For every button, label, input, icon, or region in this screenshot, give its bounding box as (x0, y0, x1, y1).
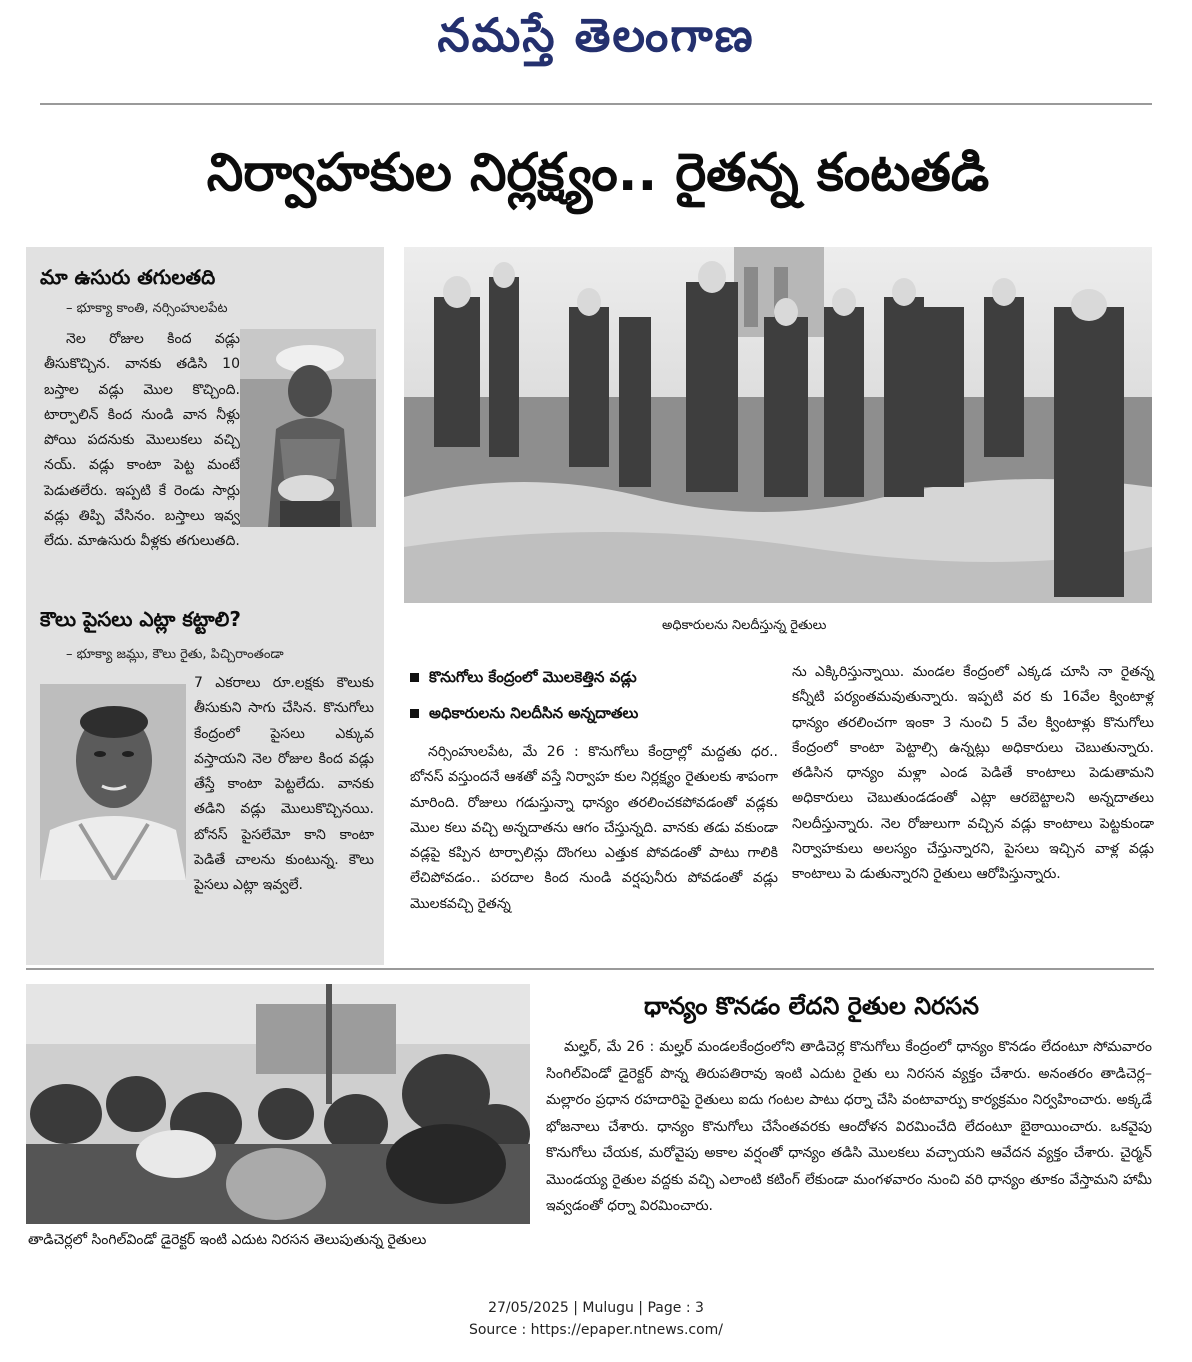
page-headline: నిర్వాహకుల నిర్లక్ష్యం.. రైతన్న కంటతడి (206, 143, 990, 203)
bullet-text: కొనుగోలు కేంద్రంలో మొలకెత్తిన వడ్లు (429, 668, 637, 686)
sidebar-story1-text-upper: నెల రోజుల కింద వడ్లు తీసుకొచ్చిన. వానకు తడిసి 10 బస్తాల వడ్లు మొల కొచ్చింది. టార్పాలిన్ కింద నుండి వాన నీళ్లు పోయి పదనుకు మొలుకలు వచ్చి నయ్. వడ్లు కాంటా పెట్ట మంటే పెడుతలేరు. ఇప్పటి కే రెండు సార్లు వడ్లు తిప్పి వేసినం. బస్తాలు ఇవ్వ లేదు. మాఉసురు వీళ్లకు తగులుతది. (44, 331, 240, 550)
main-story-bullet-1 (410, 668, 637, 690)
sidebar-story2-byline: – భూక్యా జమ్లు, కౌలు రైతు, పిచ్చిరాంతండా (66, 647, 284, 662)
protest-photo-caption: తాడిచెర్లలో సింగిల్‌విండో డైరెక్టర్ ఇంటి ఎదుట నిరసన తెలుపుతున్న రైతులు (28, 1232, 427, 1248)
main-story-column-2: ను ఎక్కిరిస్తున్నాయి. మండల కేంద్రంలో ఎక్కడ చూసి నా రైతన్న కన్నీటి పర్యంతమవుతున్నారు. ఇప్పటి వర కు 16వేల క్వింటాళ్ల ధాన్యం తరలించగా ఇంకా 3 నుంచి 5 వేల క్వింటాళ్లు కొనుగోలు కేంద్రంలో కాంటా పెట్టాల్సి ఉన్నట్లు అధికారులు చెబుతున్నారు. తడిసిన ధాన్యం మళ్లా ఎండ పెడితే కాంటాలు పెడుతామని అధికారులు చెబుతుండడంతో ఎట్లా ఆరబెట్టాలని అన్నదాతలు నిలదీస్తున్నారు. నెల రోజులుగా వచ్చిన వడ్లు కాంటాలు పెట్టకుండా నిర్వాహకులు అలస్యం చేస్తున్నారని, పైసలు ఇచ్చిన వాళ్ల వడ్లు కాంటాలు పె డుతున్నారని రైతులు ఆరోపిస్తున్నారు. (792, 664, 1154, 883)
sidebar-story1-byline: – భూక్యా కాంతి, నర్సింహులపేట (66, 301, 228, 316)
main-story-bullet-2 (410, 704, 638, 726)
sidebar-box (26, 247, 384, 965)
main-story-column-1: నర్సింహులపేట, మే 26 : కొనుగోలు కేంద్రాల్లో మద్దతు ధర.. బోనస్ వస్తుందనే ఆశతో వస్తే నిర్వాహ కుల నిర్లక్ష్యం రైతులకు శాపంగా మారింది. రోజులు గడుస్తున్నా ధాన్యం తరలించకపోవడంతో వడ్లకు మొల కలు వచ్చి అన్నదాతను ఆగం చేస్తున్నది. వానకు తడు వకుండా వడ్లపై కప్పిన టార్పాలిన్లు దొంగలు ఎత్తుక పోవడంతో పాటు గాలికి లేచిపోవడం.. పరదాల కింద నుండి వర్షపునీరు పోవడంతో వడ్లు మొలకవచ్చి రైతన్న (410, 744, 778, 912)
bullet-text: అధికారులను నిలదీసిన అన్నదాతలు (429, 704, 639, 722)
section-divider (26, 968, 1154, 970)
second-story-title: ధాన్యం కొనడం లేదని రైతుల నిరసన (644, 992, 980, 1020)
bullet-square-icon (410, 709, 419, 718)
footer-date-line: 27/05/2025 | Mulugu | Page : 3 (488, 1300, 704, 1316)
sidebar-story1-photo (240, 329, 376, 527)
main-photo (404, 247, 1152, 603)
masthead-logo: నమస్తే తెలంగాణ (437, 8, 755, 62)
sidebar-story2-photo (40, 684, 186, 880)
sidebar-story2-title: కౌలు పైసలు ఎట్లా కట్టాలి? (40, 607, 241, 631)
protest-photo (26, 984, 530, 1224)
second-story-text: మల్హర్, మే 26 : మల్హర్ మండలకేంద్రంలోని తాడిచెర్ల కొనుగోలు కేంద్రంలో ధాన్యం కొనడం లేదంటూ సోమవారం సింగిల్‌విండో డైరెక్టర్ పొన్న తిరుపతిరావు ఇంటి ఎదుట రైతు లు నిరసన వ్యక్తం చేశారు. అనంతరం తాడిచెర్ల–మల్లారం ప్రధాన రహదారిపై రైతులు ఐదు గంటల పాటు ధర్నా చేసి వంటావార్పు కార్యక్రమం నిర్వహించారు. అక్కడే భోజనాలు చేశారు. ధాన్యం కొనుగోలు చేసేంతవరకు ఆందోళన విరమించేది లేదంటూ బైఠాయించారు. ఒకవైపు కొనుగోలు చేయక, మరోవైపు అకాల వర్షంతో ధాన్యం తడిసి మొలకలు వచ్చాయని ఆవేదన వ్యక్తం చేశారు. చైర్మన్ మొండయ్య రైతుల వద్దకు వచ్చి ఎలాంటి కటింగ్ లేకుండా మంగళవారం నుంచి వరి ధాన్యం తూకం వేస్తామని హామీ ఇవ్వడంతో ధర్నా విరమించారు. (546, 1039, 1152, 1214)
footer-source-link[interactable]: Source : https://epaper.ntnews.com/ (468, 1322, 724, 1338)
sidebar-story1-title: మా ఉసురు తగులతది (40, 265, 216, 289)
bullet-square-icon (410, 673, 419, 682)
masthead-divider (40, 103, 1152, 105)
main-photo-caption: అధికారులను నిలదీస్తున్న రైతులు (662, 618, 827, 633)
sidebar-story2-text: 7 ఎకరాలు రూ.లక్షకు కౌలుకు తీసుకుని సాగు చేసిన. కొనుగోలు కేంద్రంలో పైసలు ఎక్కువ వస్తాయని నెల రోజుల కింద వడ్లు తేస్తే కాంటా పెట్టలేదు. వానకు తడిని వడ్లు మొలుకొచ్చినయి. బోనస్ పైసలేమో కాని కాంటా పెడితే చాలను కుంటున్న. కౌలు పైసలు ఎట్లా ఇవ్వలే. (194, 675, 374, 894)
